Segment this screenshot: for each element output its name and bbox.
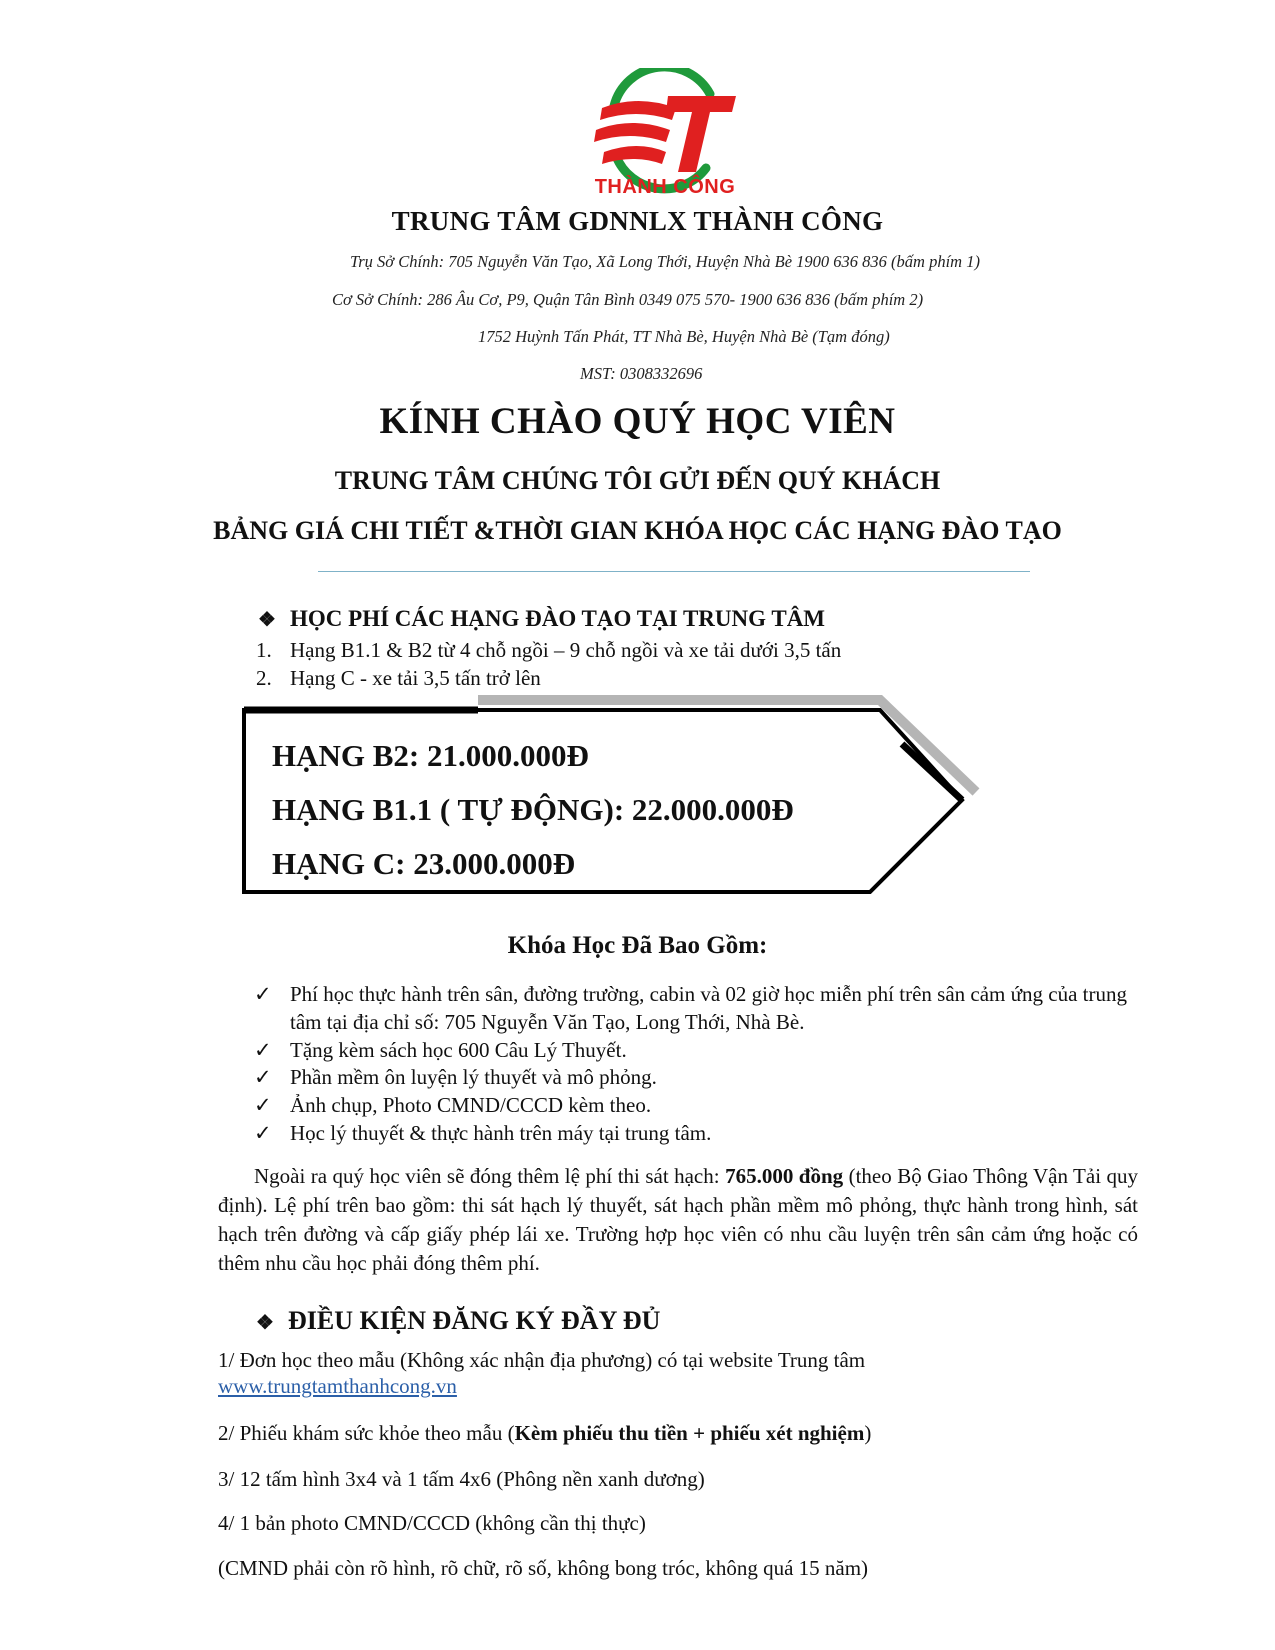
exam-fee-note	[218, 1162, 1138, 1278]
address-branch-nha-be: 1752 Huỳnh Tấn Phát, TT Nhà Bè, Huyện Nhà Bè (Tạm đóng)	[478, 327, 890, 346]
checkmark-icon: ✓	[254, 1121, 272, 1145]
address-branch-tan-binh: Cơ Sở Chính: 286 Âu Cơ, P9, Quận Tân Bình 0349 075 570- 1900 636 836 (bấm phím 2)	[332, 290, 924, 309]
req-2-bold: Kèm phiếu thu tiền + phiếu xét nghiệm	[514, 1421, 865, 1445]
item-number: 2.	[256, 666, 272, 690]
tuition-section-heading	[258, 606, 825, 632]
requirement-2	[218, 1419, 1158, 1447]
address-main-office: Trụ Sở Chính: 705 Nguyễn Văn Tạo, Xã Long Thới, Huyện Nhà Bè 1900 636 836 (bấm phím 1)	[350, 252, 980, 271]
logo-wordmark: THÀNH CÔNG	[594, 176, 736, 198]
list-item	[254, 1036, 1144, 1064]
diamond-bullet-icon: ❖	[256, 1312, 274, 1334]
requirements-section-title: ĐIỀU KIỆN ĐĂNG KÝ ĐẦY ĐỦ	[288, 1306, 661, 1335]
requirement-1: 1/ Đơn học theo mẫu (Không xác nhận địa phương) có tại website Trung tâm	[218, 1348, 866, 1372]
tuition-item	[256, 638, 841, 663]
note-text-after: (theo Bộ Giao Thông Vận Tải quy định). Lệ phí trên bao gồm: thi sát hạch lý thuyết, sát hạch phần mềm mô phỏng, thực hành trong hình, sát hạch trên đường và cấp giấy phép lái xe. Trường hợp học viên có nhu cầu luyện trên sân cảm ứng hoặc có thêm nhu cầu học phải đóng thêm phí.	[218, 1164, 1139, 1275]
item-text: Hạng C - xe tải 3,5 tấn trở lên	[290, 666, 541, 690]
req-2-text: 2/ Phiếu khám sức khỏe theo mẫu (	[218, 1421, 515, 1445]
checkmark-icon: ✓	[254, 1065, 272, 1089]
intro-line-2: BẢNG GIÁ CHI TIẾT &THỜI GIAN KHÓA HỌC CÁC HẠNG ĐÀO TẠO	[213, 516, 1062, 545]
diamond-bullet-icon: ❖	[258, 609, 276, 631]
price-b1-1-auto: HẠNG B1.1 ( TỰ ĐỘNG): 22.000.000Đ	[272, 792, 794, 827]
requirements-section-heading	[256, 1306, 660, 1336]
tuition-section-title: HỌC PHÍ CÁC HẠNG ĐÀO TẠO TẠI TRUNG TÂM	[290, 606, 826, 631]
intro-line-1: TRUNG TÂM CHÚNG TÔI GỬI ĐẾN QUÝ KHÁCH	[334, 466, 941, 495]
tuition-item	[256, 666, 541, 691]
list-item-text: Học lý thuyết & thực hành trên máy tại trung tâm.	[290, 1121, 712, 1145]
list-item-text: Ảnh chụp, Photo CMND/CCCD kèm theo.	[290, 1093, 652, 1117]
item-number: 1.	[256, 638, 272, 662]
req-2-close: )	[864, 1421, 872, 1445]
requirement-4: 4/ 1 bản photo CMND/CCCD (không cần thị thực)	[218, 1511, 646, 1535]
includes-heading: Khóa Học Đã Bao Gồm:	[507, 932, 768, 959]
price-c: HẠNG C: 23.000.000Đ	[272, 846, 576, 881]
checkmark-icon: ✓	[254, 982, 272, 1006]
note-text-before: Ngoài ra quý học viên sẽ đóng thêm lệ phí thi sát hạch:	[254, 1164, 726, 1188]
list-item	[254, 980, 1144, 1036]
price-b2: HẠNG B2: 21.000.000Đ	[272, 738, 589, 773]
item-text: Hạng B1.1 & B2 từ 4 chỗ ngồi – 9 chỗ ngồi và xe tải dưới 3,5 tấn	[290, 638, 842, 662]
list-item-text: Tặng kèm sách học 600 Câu Lý Thuyết.	[290, 1038, 627, 1062]
greeting-heading: KÍNH CHÀO QUÝ HỌC VIÊN	[379, 401, 896, 442]
list-item	[254, 1091, 1144, 1119]
header-divider	[318, 571, 1030, 572]
list-item	[254, 1119, 1144, 1147]
requirement-5-note: (CMND phải còn rõ hình, rõ chữ, rõ số, không bong tróc, không quá 15 năm)	[218, 1556, 869, 1580]
list-item	[254, 1063, 1144, 1091]
tax-code: MST: 0308332696	[580, 364, 703, 383]
requirement-3: 3/ 12 tấm hình 3x4 và 1 tấm 4x6 (Phông nền xanh dương)	[218, 1467, 705, 1491]
list-item-text: Phần mềm ôn luyện lý thuyết và mô phỏng.	[290, 1065, 657, 1089]
checkmark-icon: ✓	[254, 1093, 272, 1117]
exam-fee-amount: 765.000 đồng	[725, 1164, 844, 1188]
list-item-text: Phí học thực hành trên sân, đường trường, cabin và 02 giờ học miễn phí trên sân cảm ứng của trung tâm tại địa chỉ số: 705 Nguyễn Văn Tạo, Long Thới, Nhà Bè.	[290, 982, 1127, 1034]
org-name: TRUNG TÂM GDNNLX THÀNH CÔNG	[391, 206, 884, 236]
website-link[interactable]: www.trungtamthanhcong.vn	[218, 1374, 457, 1398]
checkmark-icon: ✓	[254, 1038, 272, 1062]
